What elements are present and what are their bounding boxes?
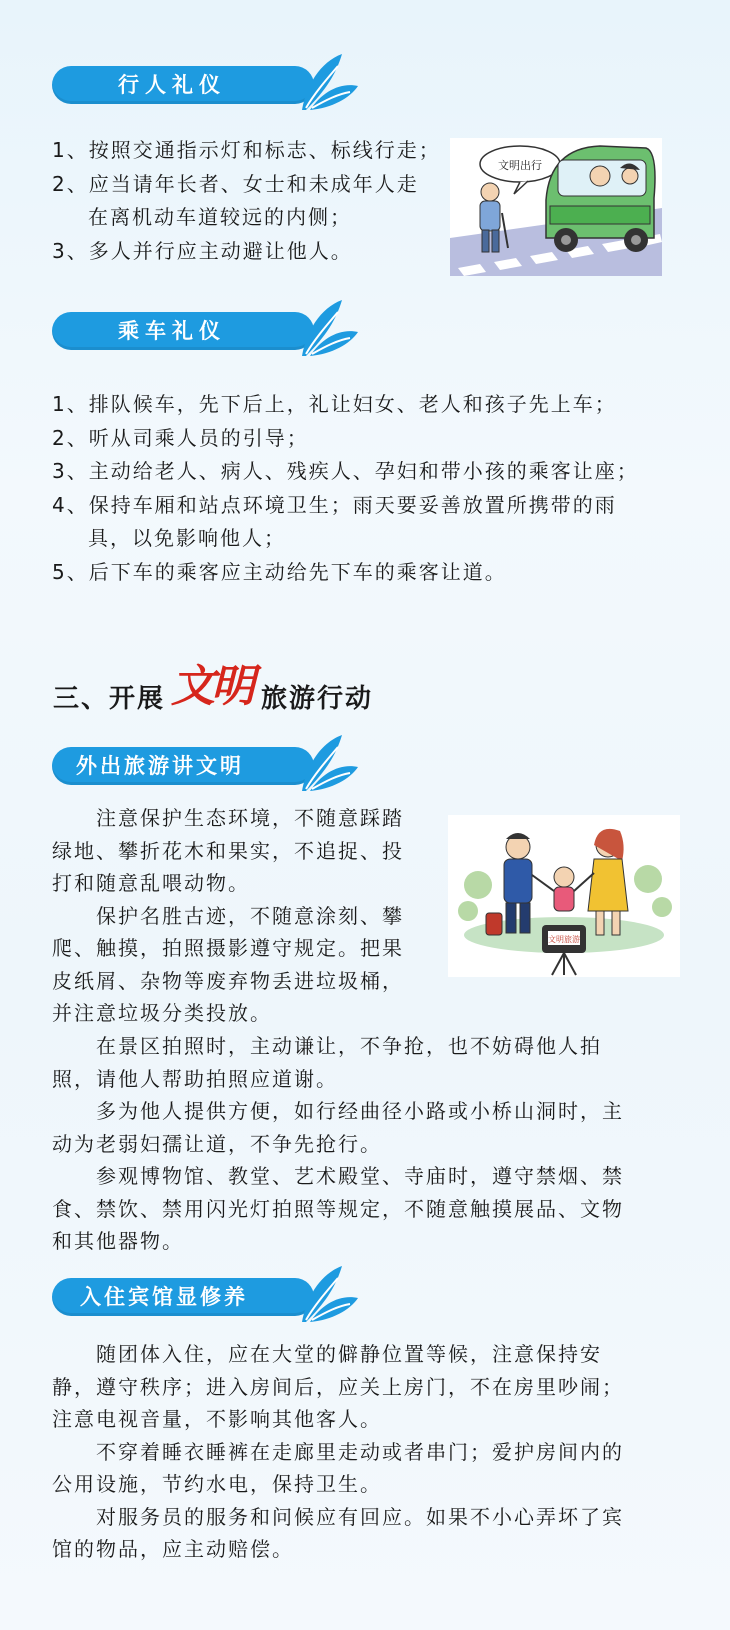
paragraph-line: 馆的物品，应主动赔偿。	[52, 1537, 294, 1561]
list-item: 3、主动给老人、病人、残疾人、孕妇和带小孩的乘客让座；	[52, 459, 639, 483]
paragraph-line: 在景区拍照时，主动谦让，不争抢，也不妨碍他人拍	[96, 1034, 602, 1058]
pedestrian-heading: 行人礼仪	[118, 73, 226, 97]
list-item: 5、后下车的乘客应主动给先下车的乘客让道。	[52, 559, 507, 584]
paragraph-line: 多为他人提供方便，如行经曲径小路或小桥山洞时，主	[96, 1099, 624, 1123]
family-illustration	[448, 815, 680, 977]
paragraph-line: 随团体入住，应在大堂的僻静位置等候，注意保持安	[96, 1342, 602, 1366]
hotel-paragraphs	[52, 1338, 692, 1566]
pedestrian-banner	[52, 52, 382, 108]
section-title-prefix: 三、开展	[53, 684, 166, 714]
hotel-banner	[52, 1264, 382, 1320]
paragraph-line: 皮纸屑、杂物等废弃物丢进垃圾桶，	[52, 968, 404, 993]
paragraph-line: 注意保护生态环境，不随意踩踏	[96, 806, 404, 830]
list-item: 2、应当请年长者、女士和未成年人走	[52, 171, 419, 196]
butterfly-icon	[292, 52, 362, 114]
list-item: 4、保持车厢和站点环境卫生；雨天要妥善放置所携带的雨	[52, 492, 617, 517]
paragraph-line: 不穿着睡衣睡裤在走廊里走动或者串门；爱护房间内的	[96, 1439, 624, 1464]
paragraph-line: 对服务员的服务和问候应有回应。如果不小心弄坏了宾	[96, 1504, 624, 1529]
travel-banner	[52, 733, 382, 789]
speech-bubble-text: 文明出行	[498, 159, 542, 172]
section-title-highlight: 文明	[171, 661, 251, 712]
section-title-suffix: 旅游行动	[261, 684, 374, 714]
paragraph-line: 打和随意乱喂动物。	[52, 871, 250, 895]
list-item: 2、听从司乘人员的引导；	[52, 425, 309, 450]
paragraph-line: 并注意垃圾分类投放。	[52, 1001, 272, 1025]
paragraph-line: 食、禁饮、禁用闪光灯拍照等规定，不随意触摸展品、文物	[52, 1196, 624, 1221]
paragraph-line: 动为老弱妇孺让道，不争先抢行。	[52, 1131, 382, 1156]
butterfly-icon	[292, 1264, 362, 1326]
riding-heading: 乘车礼仪	[118, 319, 226, 343]
list-item: 3、多人并行应主动避让他人。	[52, 238, 353, 263]
riding-banner	[52, 298, 382, 354]
travel-heading: 外出旅游讲文明	[76, 754, 244, 778]
pedestrian-illustration	[450, 138, 662, 276]
list-item: 具，以免影响他人；	[88, 526, 286, 550]
section-title	[53, 648, 473, 718]
paragraph-line: 照，请他人帮助拍照应道谢。	[52, 1066, 338, 1091]
butterfly-icon	[292, 733, 362, 795]
paragraph-line: 注意电视音量，不影响其他客人。	[52, 1407, 382, 1431]
camera-label-text: 文明旅游	[548, 935, 580, 944]
paragraph-line: 爬、触摸，拍照摄影遵守规定。把果	[52, 936, 404, 960]
travel-paragraphs-wide	[52, 1030, 692, 1258]
pedestrian-list	[52, 134, 452, 268]
list-item: 1、排队候车，先下后上，礼让妇女、老人和孩子先上车；	[52, 392, 617, 416]
butterfly-icon	[292, 298, 362, 360]
riding-list	[52, 388, 692, 589]
paragraph-line: 绿地、攀折花木和果实，不追捉、投	[52, 838, 404, 863]
paragraph-line: 公用设施，节约水电，保持卫生。	[52, 1472, 382, 1496]
paragraph-line: 保护名胜古迹，不随意涂刻、攀	[96, 903, 404, 928]
list-item: 在离机动车道较远的内侧；	[88, 205, 352, 229]
paragraph-line: 静，遵守秩序；进入房间后，应关上房门，不在房里吵闹；	[52, 1374, 624, 1399]
list-item: 1、按照交通指示灯和标志、标线行走；	[52, 138, 441, 162]
hotel-heading: 入住宾馆显修养	[80, 1285, 248, 1309]
travel-paragraphs-narrow	[52, 802, 432, 1030]
paragraph-line: 和其他器物。	[52, 1229, 184, 1253]
paragraph-line: 参观博物馆、教堂、艺术殿堂、寺庙时，遵守禁烟、禁	[96, 1164, 624, 1188]
